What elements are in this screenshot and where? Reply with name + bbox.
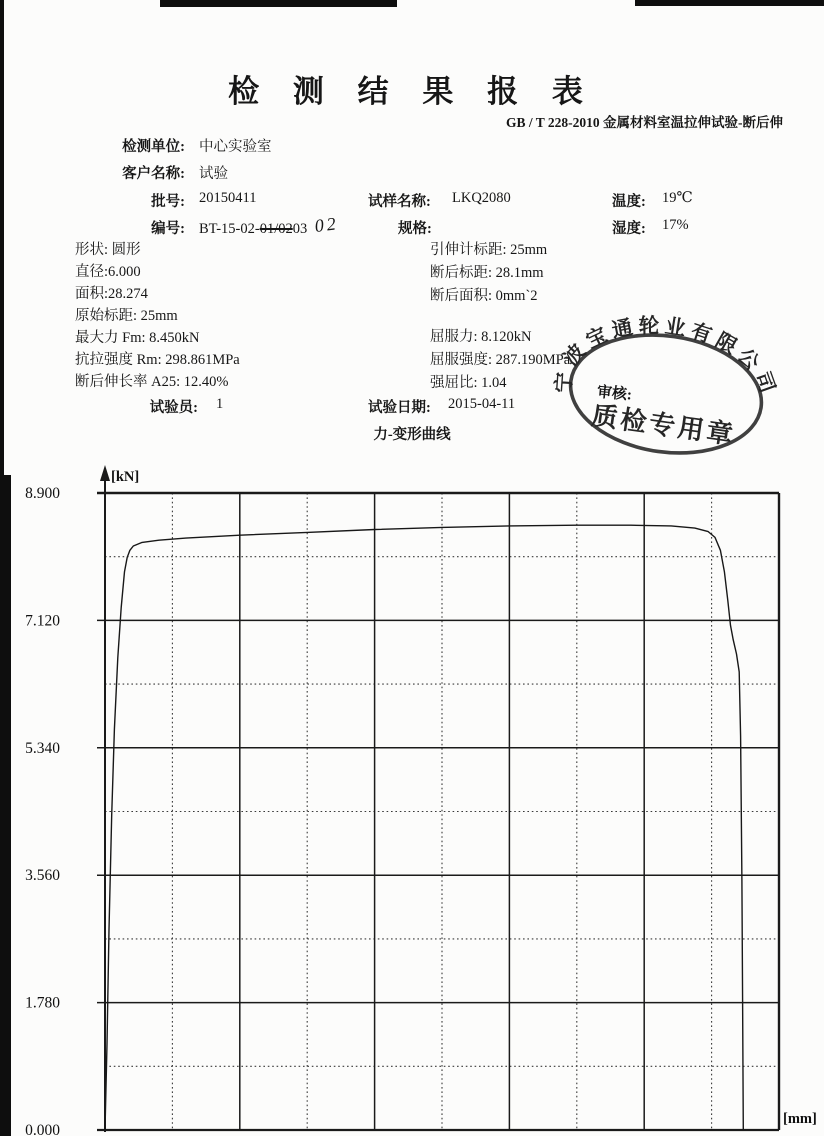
spec-area: 面积:28.274 — [75, 286, 148, 302]
sample-name-label: 试样名称: — [368, 194, 431, 210]
customer-value: 试验 — [199, 166, 228, 182]
y-tick-label: 3.560 — [25, 867, 60, 885]
code-value — [199, 213, 340, 238]
sample-name-value: LKQ2080 — [452, 190, 511, 206]
temperature-label: 温度: — [612, 194, 646, 210]
batch-value: 20150411 — [199, 190, 257, 206]
spec-final-area: 断后面积: 0mm`2 — [430, 288, 538, 304]
y-tick-label: 0.000 — [25, 1122, 60, 1136]
force-curve — [105, 525, 743, 1130]
spec-label: 规格: — [398, 221, 432, 237]
spec-gauge-length: 原始标距: 25mm — [75, 308, 178, 324]
code-label: 编号: — [151, 221, 185, 237]
humidity-value: 17% — [662, 217, 689, 233]
scan-artifact-left-strip-bottom — [0, 475, 11, 1136]
curve-title: 力-变形曲线 — [373, 427, 451, 443]
scan-artifact-top-bar-left — [160, 0, 397, 7]
stamp-center-text: 质检专用章 — [589, 401, 738, 450]
y-tick-label: 8.900 — [25, 485, 60, 502]
scan-artifact-top-bar-right — [635, 0, 824, 6]
code-prefix: BT-15-02- — [199, 221, 260, 237]
y-tick-label: 5.340 — [25, 739, 60, 757]
spec-max-force: 最大力 Fm: 8.450kN — [75, 330, 200, 346]
spec-final-gauge: 断后标距: 28.1mm — [430, 265, 544, 281]
spec-yield-ratio: 强屈比: 1.04 — [430, 375, 507, 391]
batch-label: 批号: — [151, 194, 185, 210]
code-handwritten: 02 — [313, 213, 340, 236]
x-axis-unit: [mm] — [783, 1111, 817, 1127]
svg-text:宁波宝通轮业有限公司 — [549, 310, 789, 424]
standard-reference: GB / T 228-2010 金属材料室温拉伸试验-断后伸 — [506, 115, 784, 130]
code-after: 03 — [292, 221, 308, 237]
customer-label: 客户名称: — [122, 166, 185, 182]
test-date-value: 2015-04-11 — [448, 396, 516, 412]
y-tick-label: 1.780 — [25, 994, 60, 1012]
test-date-label: 试验日期: — [368, 400, 431, 416]
stamp-arc-text: 宁波宝通轮业有限公司 — [553, 315, 780, 401]
reviewer-label: 审核: — [596, 384, 633, 404]
y-tick-label: 7.120 — [25, 612, 60, 630]
y-axis-unit: [kN] — [111, 469, 140, 485]
page-title: 检 测 结 果 报 表 — [228, 74, 596, 109]
humidity-label: 湿度: — [612, 221, 646, 237]
spec-yield-strength: 屈服强度: 287.190MPa — [430, 352, 571, 368]
tester-value: 1 — [216, 396, 224, 412]
spec-diameter: 直径:6.000 — [75, 264, 141, 280]
spec-tensile-strength: 抗拉强度 Rm: 298.861MPa — [75, 352, 240, 368]
force-curve-chart — [0, 460, 824, 1136]
y-axis-arrow — [100, 465, 110, 481]
temperature-value: 19℃ — [662, 190, 693, 206]
scan-artifact-left-strip-top — [0, 0, 4, 478]
tester-label: 试验员: — [149, 400, 198, 416]
spec-extensometer-gauge: 引伸计标距: 25mm — [430, 242, 548, 258]
spec-yield-force: 屈服力: 8.120kN — [430, 329, 532, 345]
spec-shape: 形状: 圆形 — [75, 242, 141, 258]
unit-label: 检测单位: — [122, 139, 185, 155]
unit-value: 中心实验室 — [199, 139, 272, 155]
company-stamp — [540, 310, 792, 478]
code-struck-text: 01/02 — [259, 221, 293, 237]
spec-elongation: 断后伸长率 A25: 12.40% — [75, 374, 229, 390]
